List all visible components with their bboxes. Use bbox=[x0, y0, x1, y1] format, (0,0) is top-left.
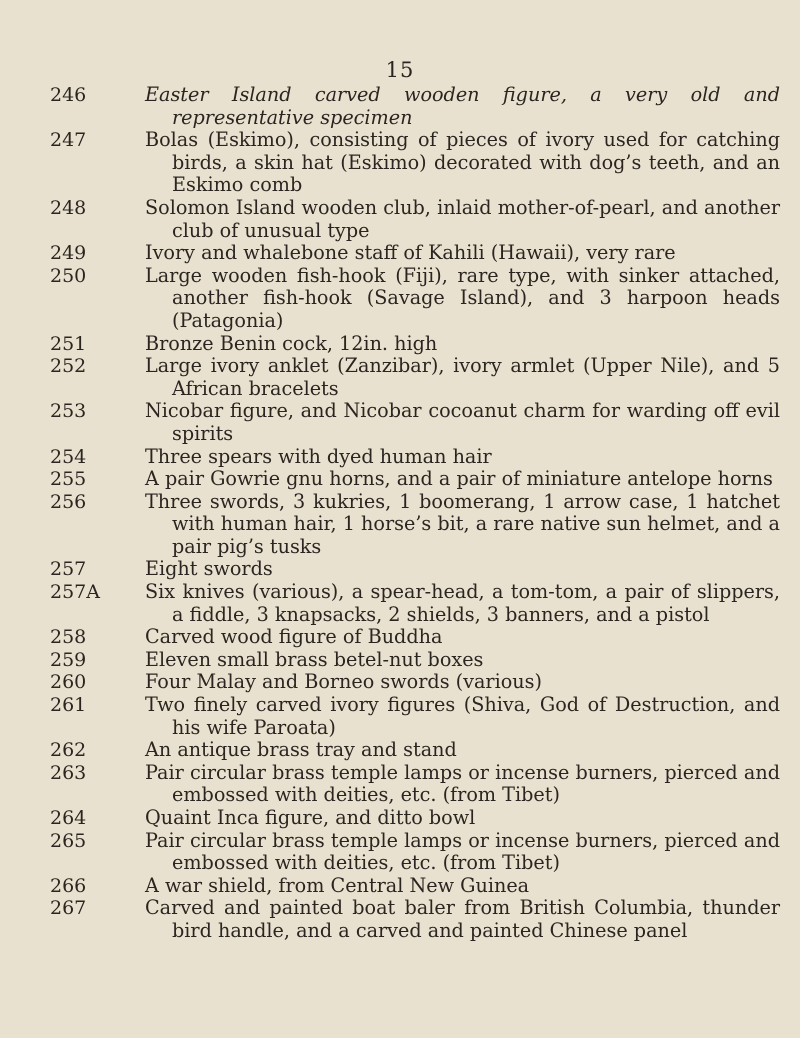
lot-258 bbox=[50, 626, 780, 649]
lot-262 bbox=[50, 739, 780, 762]
lot-number: 250 bbox=[50, 264, 87, 287]
lot-254 bbox=[50, 446, 780, 469]
lot-number: 261 bbox=[50, 694, 87, 717]
lot-description: Three swords, 3 kukries, 1 boomerang, 1 arrow case, 1 hatchet with human hair, 1 horse’s bit, a rare native sun helmet, and a pair pig’s tusks bbox=[145, 489, 780, 558]
lot-description: An antique brass tray and stand bbox=[145, 738, 457, 762]
lot-256 bbox=[50, 491, 780, 559]
lot-number: 257 bbox=[50, 558, 87, 581]
lot-number: 248 bbox=[50, 196, 87, 219]
lot-number: 254 bbox=[50, 445, 87, 468]
lot-number: 265 bbox=[50, 829, 87, 852]
lot-description: Eleven small brass betel-nut boxes bbox=[145, 647, 484, 671]
lot-description: Three spears with dyed human hair bbox=[145, 444, 492, 468]
lot-251 bbox=[50, 333, 780, 356]
lot-number: 262 bbox=[50, 739, 87, 762]
lot-description: Carved wood figure of Buddha bbox=[145, 625, 443, 649]
lot-number: 251 bbox=[50, 332, 87, 355]
lot-description: Bronze Benin cock, 12in. high bbox=[145, 331, 438, 355]
page-number: 15 bbox=[385, 58, 415, 82]
lot-description: Four Malay and Borneo swords (various) bbox=[145, 670, 542, 694]
lot-description: Ivory and whalebone staff of Kahili (Hawaii), very rare bbox=[145, 241, 676, 265]
lot-description: Pair circular brass temple lamps or incense burners, pierced and embossed with deities, etc. (from Tibet) bbox=[145, 760, 780, 807]
lot-248 bbox=[50, 197, 780, 242]
lot-263 bbox=[50, 762, 780, 807]
lot-number: 267 bbox=[50, 897, 87, 920]
lot-description: Eight swords bbox=[145, 557, 273, 581]
lot-247 bbox=[50, 129, 780, 197]
lot-description: Solomon Island wooden club, inlaid mother-of-pearl, and another club of unusual type bbox=[145, 195, 780, 242]
lot-number: 266 bbox=[50, 874, 87, 897]
lot-266 bbox=[50, 875, 780, 898]
lot-257 bbox=[50, 558, 780, 581]
lot-number: 249 bbox=[50, 242, 87, 265]
lot-260 bbox=[50, 671, 780, 694]
lot-number: 264 bbox=[50, 807, 87, 829]
lot-250 bbox=[50, 265, 780, 333]
lot-number: 255 bbox=[50, 468, 87, 491]
lot-description: Large ivory anklet (Zanzibar), ivory armlet (Upper Nile), and 5 African bracelets bbox=[145, 354, 780, 400]
lot-description: Large wooden fish-hook (Fiji), rare type, with sinker attached, another fish-hook (Savage Island), and 3 harpoon heads (Patagonia) bbox=[145, 263, 780, 332]
lot-number: 256 bbox=[50, 490, 87, 513]
lot-265 bbox=[50, 830, 780, 875]
lot-description: Easter Island carved wooden figure, a very old and representative specimen bbox=[145, 83, 780, 129]
lot-246 bbox=[50, 84, 780, 129]
lot-255 bbox=[50, 468, 780, 491]
lot-number: 246 bbox=[50, 84, 87, 106]
lot-264 bbox=[50, 807, 780, 830]
lot-description: Six knives (various), a spear-head, a tom-tom, a pair of slippers, a fiddle, 3 knapsacks, 2 shields, 3 banners, and a pistol bbox=[145, 580, 780, 626]
lot-description: Nicobar figure, and Nicobar cocoanut charm for warding off evil spirits bbox=[145, 399, 780, 445]
lot-number: 263 bbox=[50, 761, 87, 784]
lot-259 bbox=[50, 649, 780, 672]
catalogue-lot-list bbox=[50, 84, 780, 943]
lot-257a bbox=[50, 581, 780, 626]
lot-number: 259 bbox=[50, 648, 87, 671]
lot-261 bbox=[50, 694, 780, 739]
lot-number: 258 bbox=[50, 626, 87, 649]
lot-252 bbox=[50, 355, 780, 400]
lot-number: 260 bbox=[50, 671, 87, 694]
lot-number: 257A bbox=[50, 581, 100, 604]
lot-number: 253 bbox=[50, 400, 87, 423]
lot-description: Carved and painted boat baler from British Columbia, thunder bird handle, and a carved and painted Chinese panel bbox=[145, 896, 780, 942]
lot-number: 252 bbox=[50, 355, 87, 378]
lot-number: 247 bbox=[50, 129, 87, 152]
lot-253 bbox=[50, 400, 780, 445]
lot-description: Bolas (Eskimo), consisting of pieces of ivory used for catching birds, a skin hat (Eskimo) decorated with dog’s teeth, and an Eskimo comb bbox=[145, 128, 780, 197]
lot-description: Quaint Inca figure, and ditto bowl bbox=[145, 806, 476, 829]
lot-249 bbox=[50, 242, 780, 265]
lot-267 bbox=[50, 897, 780, 942]
lot-description: A pair Gowrie gnu horns, and a pair of miniature antelope horns bbox=[145, 467, 773, 491]
lot-description: A war shield, from Central New Guinea bbox=[145, 873, 530, 897]
lot-description: Pair circular brass temple lamps or incense burners, pierced and embossed with deities, etc. (from Tibet) bbox=[145, 828, 780, 875]
lot-description: Two finely carved ivory figures (Shiva, God of Destruction, and his wife Paroata) bbox=[145, 693, 780, 739]
